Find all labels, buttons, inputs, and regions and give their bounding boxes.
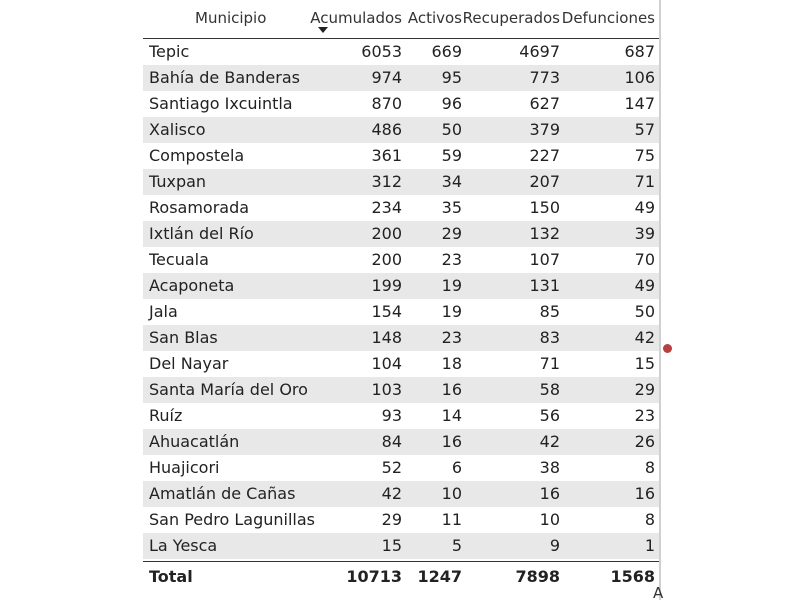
cell-activos: 5 bbox=[451, 536, 462, 555]
cell-municipio: La Yesca bbox=[149, 536, 218, 555]
cell-recuperados: 85 bbox=[539, 302, 560, 321]
cell-defunciones: 16 bbox=[634, 484, 655, 503]
cell-defunciones: 70 bbox=[634, 250, 655, 269]
cell-municipio: Tecuala bbox=[149, 250, 209, 269]
cell-activos: 14 bbox=[441, 406, 462, 425]
cell-recuperados: 10 bbox=[539, 510, 560, 529]
cell-municipio: San Blas bbox=[149, 328, 218, 347]
cell-acumulados: 93 bbox=[381, 406, 402, 425]
cell-municipio: Ahuacatlán bbox=[149, 432, 240, 451]
header-municipio[interactable]: Municipio bbox=[195, 9, 267, 27]
cell-defunciones: 75 bbox=[634, 146, 655, 165]
cell-municipio: Compostela bbox=[149, 146, 245, 165]
cell-acumulados: 103 bbox=[371, 380, 402, 399]
cell-recuperados: 227 bbox=[529, 146, 560, 165]
cell-municipio: Amatlán de Cañas bbox=[149, 484, 296, 503]
table-row[interactable] bbox=[143, 377, 661, 403]
corner-text: A bbox=[653, 584, 664, 602]
cell-recuperados: 58 bbox=[539, 380, 560, 399]
cell-recuperados: 38 bbox=[539, 458, 560, 477]
cell-municipio: Santa María del Oro bbox=[149, 380, 308, 399]
header-acumulados[interactable]: Acumulados bbox=[310, 9, 402, 27]
cell-activos: 59 bbox=[441, 146, 462, 165]
cell-municipio: Bahía de Banderas bbox=[149, 68, 300, 87]
total-activos: 1247 bbox=[417, 567, 462, 586]
cell-recuperados: 107 bbox=[529, 250, 560, 269]
table-row[interactable] bbox=[143, 221, 661, 247]
cell-activos: 6 bbox=[451, 458, 462, 477]
cell-municipio: Huajicori bbox=[149, 458, 220, 477]
table-row[interactable] bbox=[143, 481, 661, 507]
total-acumulados: 10713 bbox=[346, 567, 402, 586]
cell-acumulados: 234 bbox=[371, 198, 402, 217]
cell-activos: 96 bbox=[441, 94, 462, 113]
cell-defunciones: 50 bbox=[634, 302, 655, 321]
table-total-row bbox=[143, 561, 661, 592]
cell-defunciones: 49 bbox=[634, 276, 655, 295]
cell-activos: 23 bbox=[441, 250, 462, 269]
total-defunciones: 1568 bbox=[610, 567, 655, 586]
cell-municipio: Acaponeta bbox=[149, 276, 235, 295]
cell-activos: 23 bbox=[441, 328, 462, 347]
table-row[interactable] bbox=[143, 273, 661, 299]
cell-municipio: Rosamorada bbox=[149, 198, 250, 217]
cell-recuperados: 56 bbox=[539, 406, 560, 425]
cell-defunciones: 23 bbox=[634, 406, 655, 425]
header-defunciones[interactable]: Defunciones bbox=[561, 9, 655, 27]
cell-acumulados: 84 bbox=[381, 432, 402, 451]
table-row[interactable] bbox=[143, 39, 661, 65]
cell-municipio: Jala bbox=[149, 302, 178, 321]
cell-defunciones: 29 bbox=[634, 380, 655, 399]
cell-activos: 19 bbox=[441, 302, 462, 321]
cell-recuperados: 4697 bbox=[519, 42, 560, 61]
cell-activos: 669 bbox=[431, 42, 462, 61]
table-row[interactable] bbox=[143, 325, 661, 351]
cell-recuperados: 150 bbox=[529, 198, 560, 217]
table-row[interactable] bbox=[143, 351, 661, 377]
cell-activos: 10 bbox=[441, 484, 462, 503]
table-row[interactable] bbox=[143, 403, 661, 429]
cell-municipio: Del Nayar bbox=[149, 354, 229, 373]
cell-activos: 16 bbox=[441, 380, 462, 399]
cell-activos: 35 bbox=[441, 198, 462, 217]
cell-defunciones: 39 bbox=[634, 224, 655, 243]
cell-recuperados: 9 bbox=[549, 536, 560, 555]
table-body bbox=[143, 39, 661, 559]
total-recuperados: 7898 bbox=[515, 567, 560, 586]
cell-acumulados: 200 bbox=[371, 250, 402, 269]
table-row[interactable] bbox=[143, 91, 661, 117]
cell-activos: 16 bbox=[441, 432, 462, 451]
cell-acumulados: 52 bbox=[381, 458, 402, 477]
cell-recuperados: 132 bbox=[529, 224, 560, 243]
cell-municipio: Tuxpan bbox=[149, 172, 207, 191]
cell-municipio: Ruíz bbox=[149, 406, 183, 425]
data-table bbox=[143, 0, 661, 592]
cell-recuperados: 627 bbox=[529, 94, 560, 113]
cell-defunciones: 57 bbox=[634, 120, 655, 139]
cell-activos: 18 bbox=[441, 354, 462, 373]
vertical-scrollbar-track[interactable] bbox=[659, 0, 661, 600]
cell-defunciones: 42 bbox=[634, 328, 655, 347]
cell-activos: 29 bbox=[441, 224, 462, 243]
cell-acumulados: 148 bbox=[371, 328, 402, 347]
cell-acumulados: 199 bbox=[371, 276, 402, 295]
cell-activos: 11 bbox=[441, 510, 462, 529]
table-row[interactable] bbox=[143, 455, 661, 481]
sort-descending-icon[interactable] bbox=[318, 27, 328, 33]
cell-recuperados: 42 bbox=[539, 432, 560, 451]
cell-defunciones: 26 bbox=[634, 432, 655, 451]
cell-acumulados: 154 bbox=[371, 302, 402, 321]
cell-acumulados: 42 bbox=[381, 484, 402, 503]
cell-acumulados: 29 bbox=[381, 510, 402, 529]
cell-acumulados: 312 bbox=[371, 172, 402, 191]
cell-defunciones: 106 bbox=[624, 68, 655, 87]
cell-municipio: Santiago Ixcuintla bbox=[149, 94, 293, 113]
cell-activos: 95 bbox=[441, 68, 462, 87]
cell-defunciones: 147 bbox=[624, 94, 655, 113]
cell-defunciones: 8 bbox=[644, 458, 655, 477]
table-row[interactable] bbox=[143, 195, 661, 221]
header-recuperados[interactable]: Recuperados bbox=[462, 9, 560, 27]
table-row[interactable] bbox=[143, 507, 661, 533]
cell-municipio: Xalisco bbox=[149, 120, 206, 139]
table-header-row bbox=[143, 0, 661, 39]
cell-activos: 34 bbox=[441, 172, 462, 191]
header-activos[interactable]: Activos bbox=[407, 9, 462, 27]
table-row[interactable] bbox=[143, 169, 661, 195]
cell-acumulados: 200 bbox=[371, 224, 402, 243]
cell-acumulados: 6053 bbox=[361, 42, 402, 61]
table-row[interactable] bbox=[143, 299, 661, 325]
cell-recuperados: 207 bbox=[529, 172, 560, 191]
cell-defunciones: 687 bbox=[624, 42, 655, 61]
cell-defunciones: 71 bbox=[634, 172, 655, 191]
cell-activos: 50 bbox=[441, 120, 462, 139]
cell-acumulados: 870 bbox=[371, 94, 402, 113]
table-row[interactable] bbox=[143, 247, 661, 273]
table-row[interactable] bbox=[143, 117, 661, 143]
cell-acumulados: 361 bbox=[371, 146, 402, 165]
cell-acumulados: 104 bbox=[371, 354, 402, 373]
table-row[interactable] bbox=[143, 65, 661, 91]
total-label: Total bbox=[149, 567, 193, 586]
cell-defunciones: 1 bbox=[644, 536, 655, 555]
cell-activos: 19 bbox=[441, 276, 462, 295]
cell-acumulados: 974 bbox=[371, 68, 402, 87]
cell-municipio: Ixtlán del Río bbox=[149, 224, 254, 243]
cell-recuperados: 379 bbox=[529, 120, 560, 139]
cell-defunciones: 8 bbox=[644, 510, 655, 529]
cell-recuperados: 16 bbox=[539, 484, 560, 503]
cell-recuperados: 131 bbox=[529, 276, 560, 295]
cell-defunciones: 15 bbox=[634, 354, 655, 373]
cell-recuperados: 71 bbox=[539, 354, 560, 373]
table-row[interactable] bbox=[143, 143, 661, 169]
cell-defunciones: 49 bbox=[634, 198, 655, 217]
cell-municipio: San Pedro Lagunillas bbox=[149, 510, 315, 529]
cell-municipio: Tepic bbox=[149, 42, 190, 61]
cell-recuperados: 83 bbox=[539, 328, 560, 347]
cell-acumulados: 15 bbox=[381, 536, 402, 555]
table-row[interactable] bbox=[143, 429, 661, 455]
indicator-dot-icon bbox=[663, 344, 672, 353]
cell-recuperados: 773 bbox=[529, 68, 560, 87]
table-row[interactable] bbox=[143, 533, 661, 559]
cell-acumulados: 486 bbox=[371, 120, 402, 139]
